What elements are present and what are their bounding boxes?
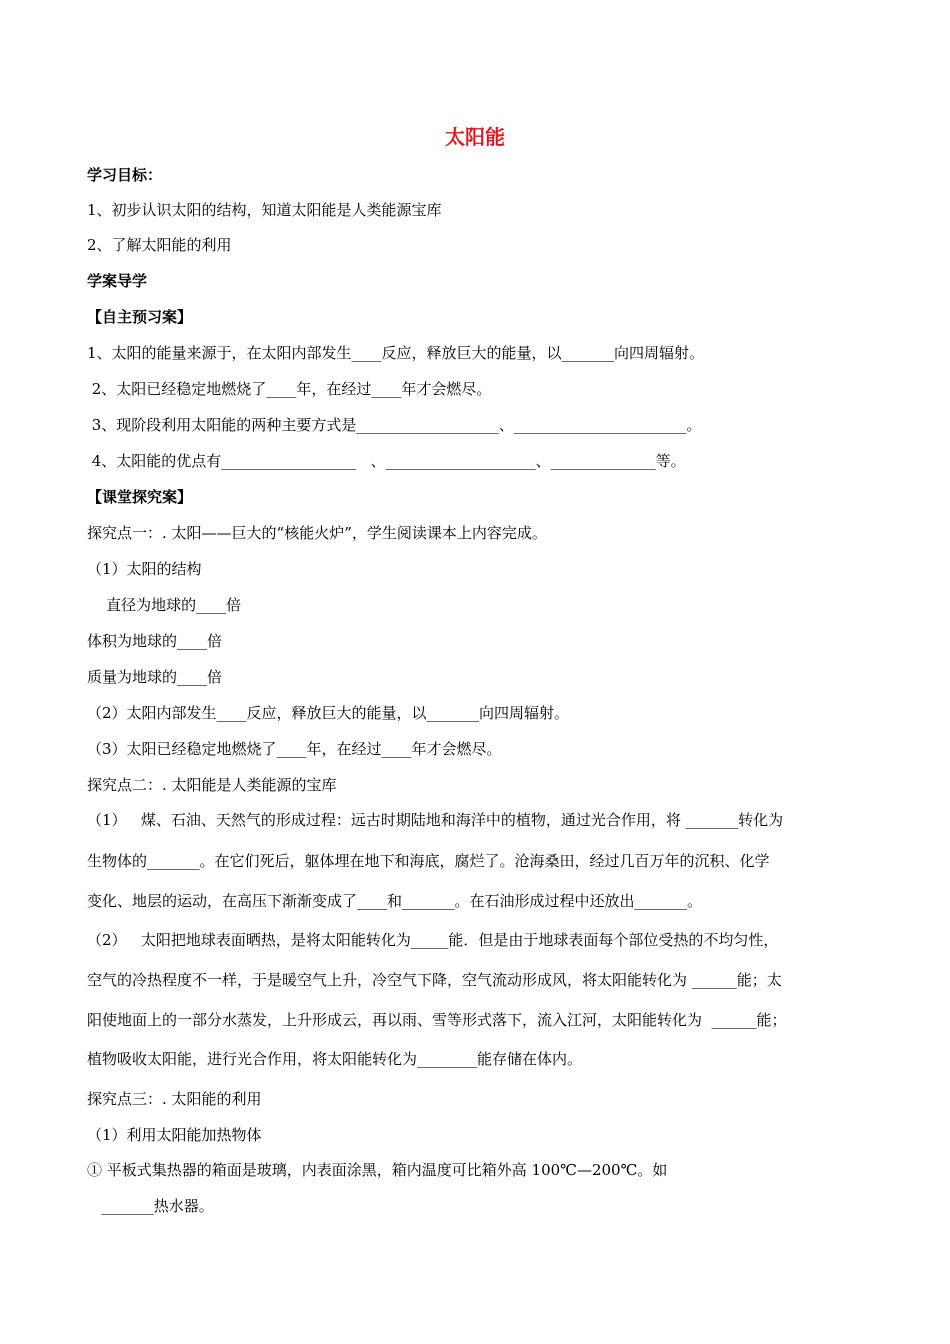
preview-question-1: 1、太阳的能量来源于，在太阳内部发生____反应，释放巨大的能量，以_______向四周辐射。 (87, 344, 705, 362)
flat-collector-line-2: _______热水器。 (87, 1197, 214, 1215)
goal-2: 2、了解太阳能的利用 (87, 236, 232, 254)
inquiry-2-para-2-line-2: 空气的冷热程度不一样，于是暖空气上升，冷空气下降，空气流动形成风，将太阳能转化为 ______能；太 (87, 971, 782, 989)
inquiry-1-item-2: （2）太阳内部发生____反应，释放巨大的能量，以_______向四周辐射。 (87, 704, 570, 722)
flat-collector-line-1: ① 平板式集热器的箱面是玻璃，内表面涂黑，箱内温度可比箱外高 100℃—200℃。如 (87, 1161, 668, 1179)
inquiry-2-para-1-line-2: 生物体的_______。在它们死后，躯体埋在地下和海底，腐烂了。沧海桑田，经过几百万年的沉积、化学 (87, 852, 770, 870)
inquiry-point-3: 探究点三：. 太阳能的利用 (87, 1090, 262, 1108)
page-title: 太阳能 (445, 125, 505, 149)
preview-question-3: 3、现阶段利用太阳能的两种主要方式是___________________、_______________________。 (87, 416, 702, 434)
inquiry-2-para-2-line-1: （2） 太阳把地球表面晒热，是将太阳能转化为_____能．但是由于地球表面每个部位受热的不均匀性， (87, 931, 779, 949)
inquiry-2-para-1-line-1: （1） 煤、石油、天然气的形成过程：远古时期陆地和海洋中的植物，通过光合作用，将 _______转化为 (87, 811, 784, 829)
heading-study-guide: 学案导学 (87, 272, 148, 290)
goal-1: 1、初步认识太阳的结构，知道太阳能是人类能源宝库 (87, 201, 442, 219)
heading-self-preview: 【自主预习案】 (87, 308, 193, 326)
inquiry-point-1: 探究点一：. 太阳——巨大的“核能火炉”，学生阅读课本上内容完成。 (87, 524, 547, 542)
volume-line: 体积为地球的____倍 (87, 632, 223, 650)
inquiry-point-2: 探究点二：. 太阳能是人类能源的宝库 (87, 776, 337, 794)
inquiry-2-para-1-line-3: 变化、地层的运动，在高压下渐渐变成了____和_______。在石油形成过程中还放出_______。 (87, 892, 703, 910)
sun-structure-heading: （1）太阳的结构 (87, 560, 202, 578)
inquiry-2-para-2-line-3: 阳使地面上的一部分水蒸发，上升形成云，再以雨、雪等形式落下，流入江河，太阳能转化为 ______能； (87, 1011, 787, 1029)
heading-class-inquiry: 【课堂探究案】 (87, 488, 193, 506)
preview-question-4: 4、太阳能的优点有__________________ 、____________________、______________等。 (87, 452, 686, 470)
mass-line: 质量为地球的____倍 (87, 668, 223, 686)
inquiry-1-item-3: （3）太阳已经稳定地燃烧了____年，在经过____年才会燃尽。 (87, 740, 502, 758)
heading-learning-goals: 学习目标： (87, 166, 163, 184)
inquiry-2-para-2-line-4: 植物吸收太阳能，进行光合作用，将太阳能转化为________能存储在体内。 (87, 1050, 583, 1068)
solar-heating-heading: （1）利用太阳能加热物体 (87, 1126, 262, 1144)
preview-question-2: 2、太阳已经稳定地燃烧了____年，在经过____年才会燃尽。 (87, 380, 492, 398)
diameter-line: 直径为地球的____倍 (87, 596, 242, 614)
